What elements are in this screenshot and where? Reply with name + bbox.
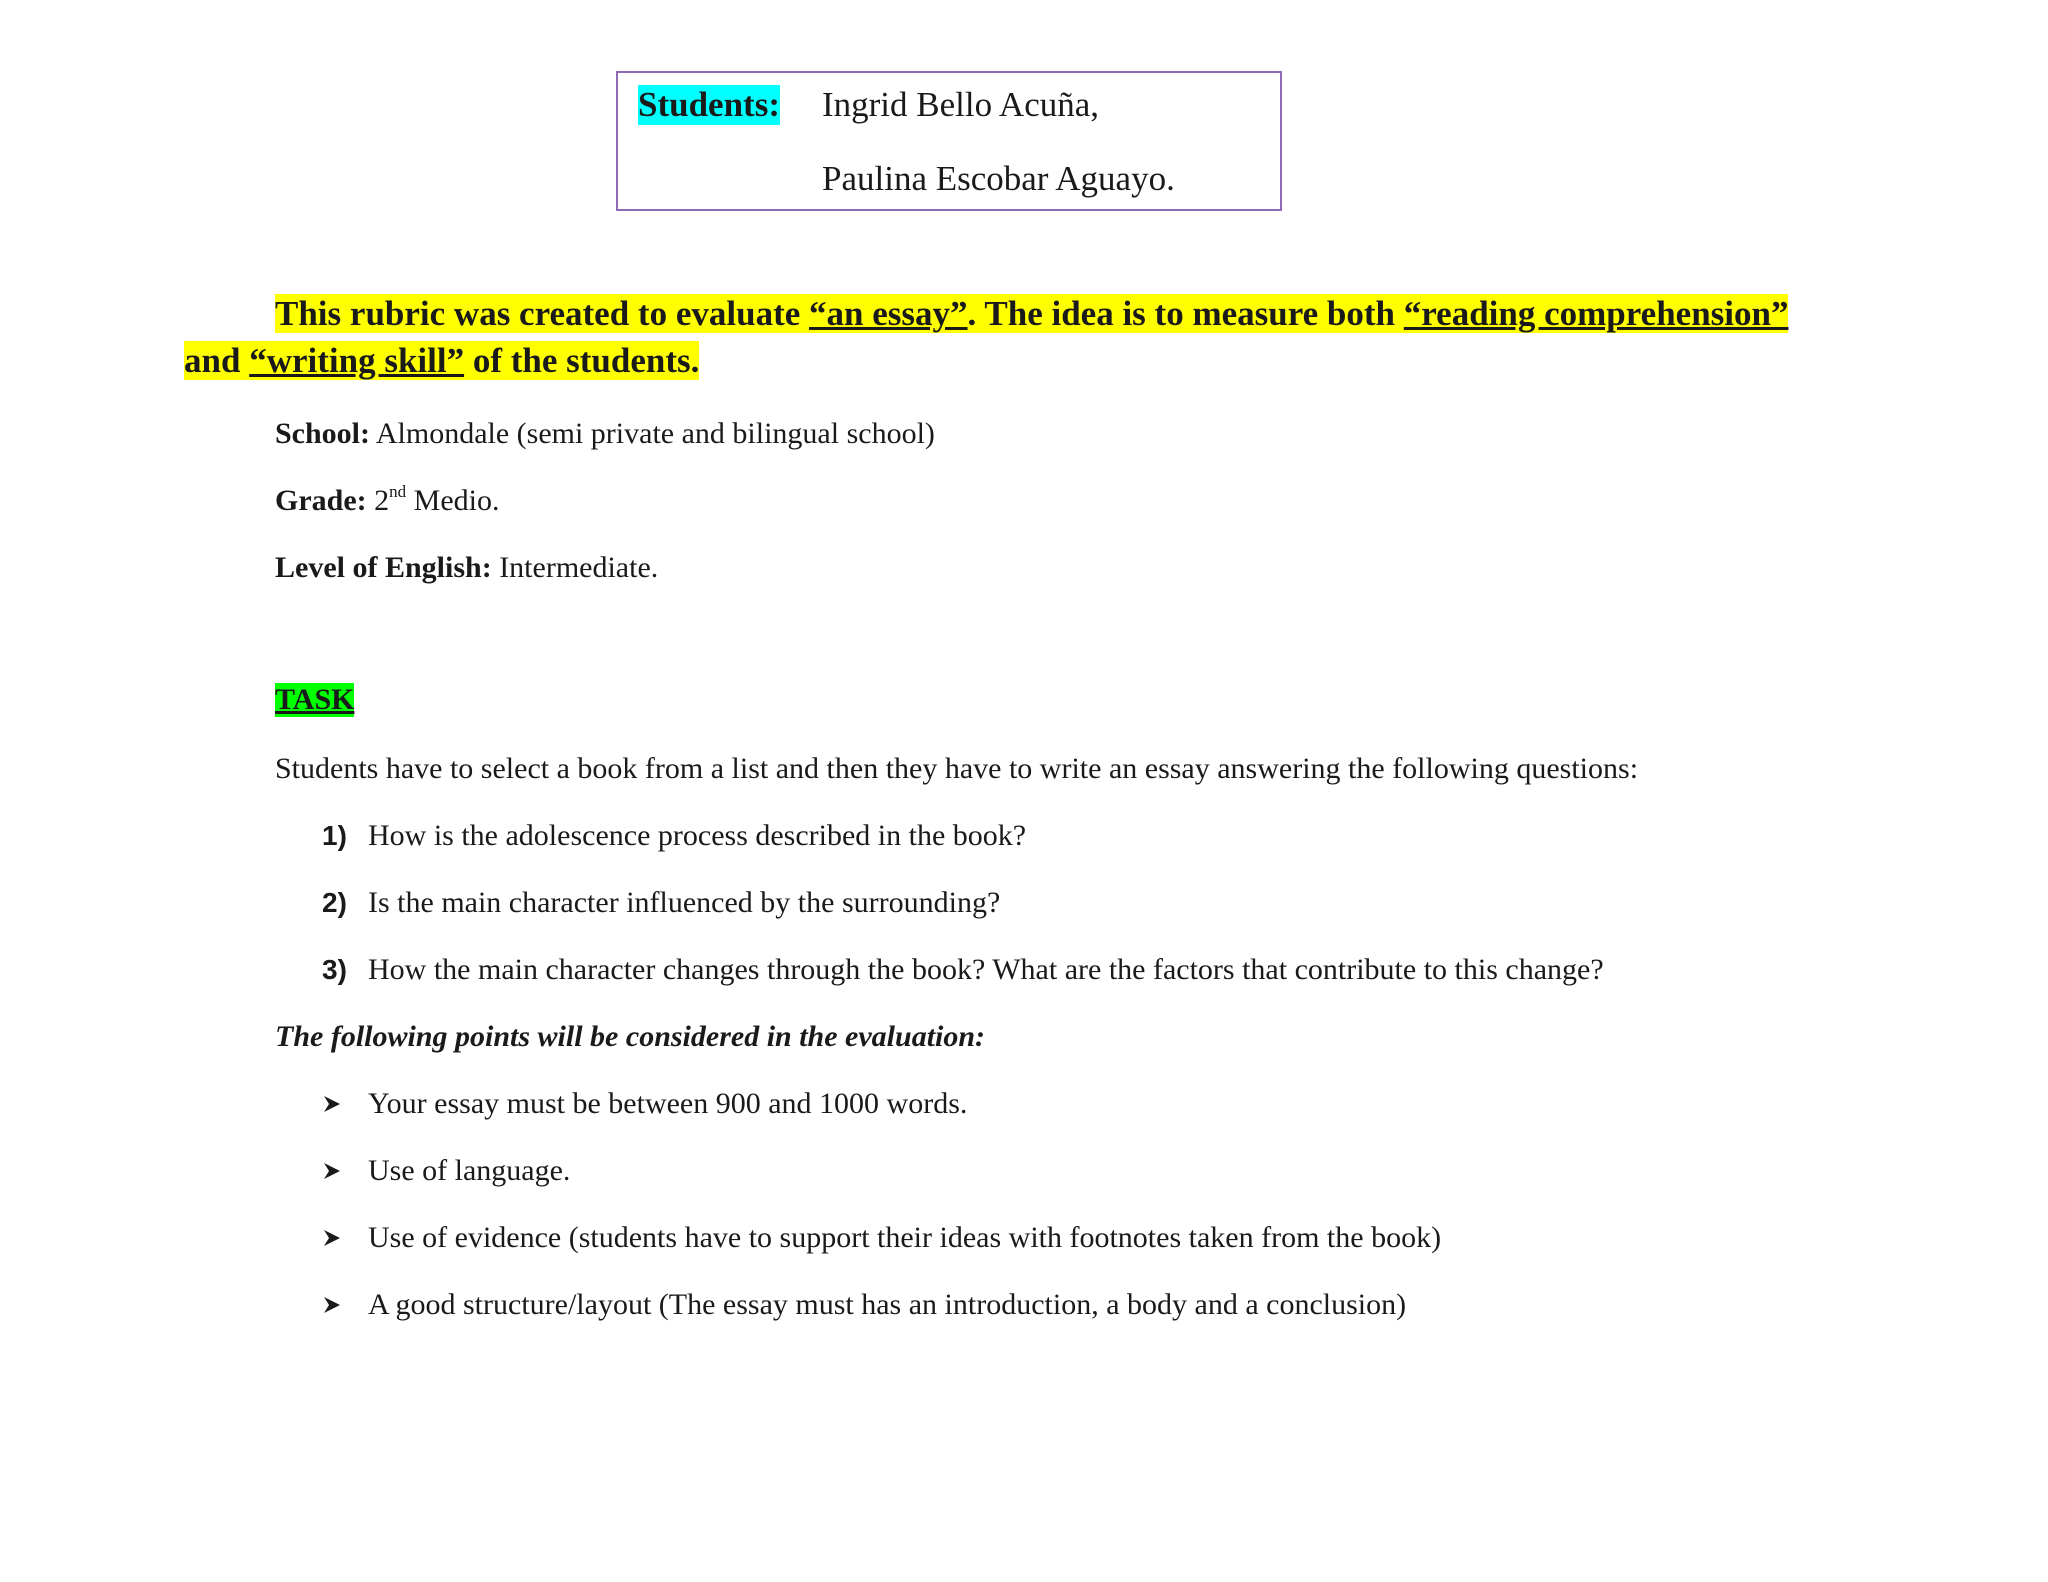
evaluation-point-1: Your essay must be between 900 and 1000 words. (368, 1087, 968, 1120)
arrowhead-bullet-icon (322, 1295, 342, 1315)
arrowhead-bullet-icon (322, 1094, 342, 1114)
intro-part-2: . The idea is to measure both (967, 294, 1404, 333)
students-box (616, 71, 1282, 211)
grade-label: Grade: (275, 484, 367, 517)
grade-value: 2 (366, 484, 390, 517)
intro-term-reading: “reading comprehension” (1403, 294, 1789, 333)
arrowhead-bullet-icon (322, 1161, 342, 1181)
intro-part-1: This rubric was created to evaluate (275, 294, 810, 333)
evaluation-title: The following points will be considered in the evaluation: (275, 1020, 986, 1053)
intro-part-4: of the students. (464, 341, 700, 380)
question-text-3: How the main character changes through the book? What are the factors that contribute to this change? (368, 953, 1604, 986)
question-number-3: 3) (322, 954, 347, 985)
question-text-2: Is the main character influenced by the surrounding? (368, 886, 1001, 919)
intro-term-writing: “writing skill” (249, 341, 465, 380)
level-value: Intermediate. (491, 551, 659, 584)
school-label: School: (275, 417, 371, 450)
student-name-1: Ingrid Bello Acuña, (822, 85, 1100, 124)
students-label: Students: (638, 85, 780, 124)
school-value: Almondale (semi private and bilingual school) (370, 417, 935, 450)
intro-term-essay: “an essay” (809, 294, 968, 333)
question-number-2: 2) (322, 887, 347, 918)
evaluation-point-2: Use of language. (368, 1154, 571, 1187)
grade-superscript: nd (389, 482, 407, 501)
task-description: Students have to select a book from a list and then they have to write an essay answering the following questions: (275, 752, 1639, 785)
grade-suffix: Medio. (406, 484, 500, 517)
intro-highlight (184, 294, 1788, 380)
school-field (275, 416, 935, 452)
arrowhead-bullet-icon (322, 1228, 342, 1248)
level-field (275, 550, 658, 586)
intro-part-3: and (184, 341, 250, 380)
intro-paragraph (184, 290, 1864, 384)
question-text-1: How is the adolescence process described in the book? (368, 819, 1027, 852)
evaluation-point-3: Use of evidence (students have to support their ideas with footnotes taken from the book) (368, 1221, 1442, 1254)
grade-field (275, 483, 499, 519)
level-label: Level of English: (275, 551, 492, 584)
task-title: TASK (275, 683, 355, 716)
evaluation-point-4: A good structure/layout (The essay must has an introduction, a body and a conclusion) (368, 1288, 1407, 1321)
student-name-2: Paulina Escobar Aguayo. (822, 159, 1175, 198)
question-number-1: 1) (322, 820, 347, 851)
